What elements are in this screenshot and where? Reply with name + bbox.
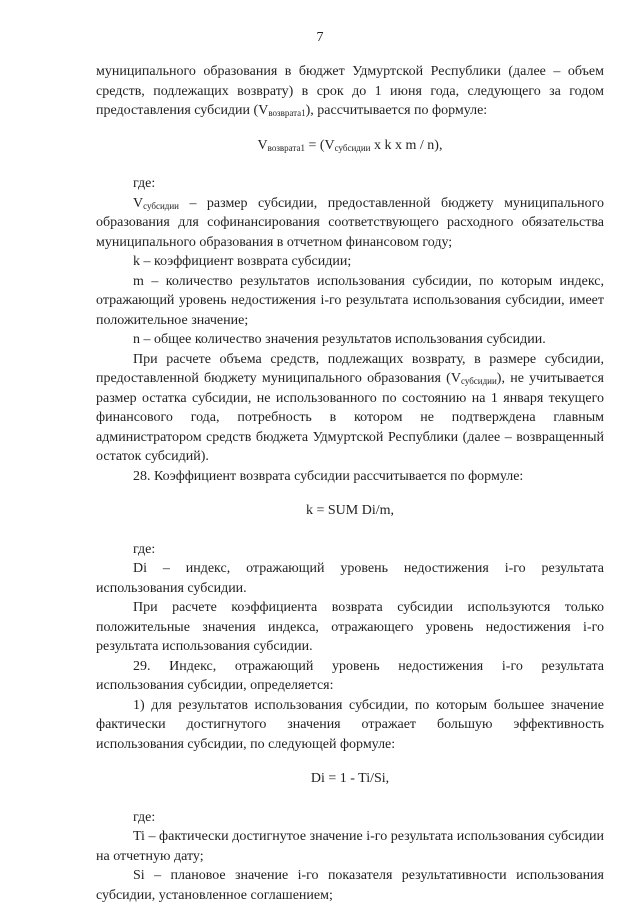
formula1-sub-right: субсидии bbox=[334, 142, 371, 153]
definition-di: Di – индекс, отражающий уровень недостижения i-го результата использования субсидии. bbox=[96, 561, 604, 596]
calc-text-end: ), не учитывается размер остатка субсидии, не использованного по состоянию на 1 января текущего финансового года, потребность в котором не подтверждена главным администратором средств бюджета Удмуртской Республики (далее – возвращенный остаток субсидий). bbox=[96, 371, 604, 464]
calc-text: При расчете объема средств, подлежащих возврату, в размере субсидии, предоставленной бюджету муниципального образования (V bbox=[96, 351, 604, 386]
intro-paragraph bbox=[96, 62, 604, 121]
formula1-rest: x k x m / n), bbox=[370, 137, 443, 153]
paragraph-positive-values: При расчете коэффициента возврата субсидии используются только положительные значения индекса, отражающего уровень недостижения i-го результата использования субсидии. bbox=[96, 600, 604, 654]
formula-di: Di = 1 - Ti/Si, bbox=[310, 771, 390, 786]
intro-text-end: ), рассчитывается по формуле: bbox=[305, 103, 488, 118]
intro-subscript: возврата1 bbox=[268, 108, 306, 118]
page-number: 7 bbox=[316, 30, 324, 45]
definition-si: Si – плановое значение i-го показателя результативности использования субсидии, установленное соглашением; bbox=[96, 868, 604, 903]
def-v-subscript: субсидии bbox=[143, 200, 179, 211]
where-label: где: bbox=[133, 176, 156, 191]
formula1-eq: = (V bbox=[304, 137, 335, 153]
calc-subscript: субсидии bbox=[460, 376, 497, 386]
where-label: где: bbox=[133, 809, 156, 825]
paragraph-calculation bbox=[96, 350, 604, 467]
formula-k: k = SUM Di/m, bbox=[305, 503, 395, 518]
where-label: где: bbox=[133, 541, 156, 557]
intro-text: муниципального образования в бюджет Удмуртской Республики (далее – объем средств, подлежащих возврату) в срок до 1 июня года, следующего за годом предоставления субсидии (V bbox=[96, 64, 604, 118]
definition-ti: Ti – фактически достигнутое значение i-го результата использования субсидии на отчетную дату; bbox=[96, 829, 604, 864]
paragraph-29: 29. Индекс, отражающий уровень недостижения i-го результата использования субсидии, определяется: bbox=[96, 658, 604, 693]
formula1-sub-left: возврата1 bbox=[267, 142, 305, 153]
definition-k: k – коэффициент возврата субсидии; bbox=[133, 254, 352, 269]
paragraph-28: 28. Коэффициент возврата субсидии рассчитывается по формуле: bbox=[133, 468, 524, 484]
def-v-text: – размер субсидии, предоставленной бюджету муниципального образования для софинансирования соответствующего расходного обязательства муниципального образования в отчетном финансовом году; bbox=[96, 195, 604, 250]
paragraph-29-item-1: 1) для результатов использования субсидии, по которым большее значение фактически достигнутого значения отражает большую эффективность использования субсидии, по следующей формуле: bbox=[96, 697, 604, 752]
formula1-v: V bbox=[257, 137, 268, 153]
definition-n: n – общее количество значения результатов использования субсидии. bbox=[133, 332, 546, 347]
formula-volume-return bbox=[96, 136, 604, 156]
document-body bbox=[96, 62, 604, 905]
definition-v-subsidy bbox=[96, 194, 604, 253]
def-v-symbol: V bbox=[133, 195, 144, 211]
definition-m: m – количество результатов использования субсидии, по которым индекс, отражающий уровень недостижения i-го результата использования субсидии, имеет положительное значение; bbox=[96, 273, 604, 328]
